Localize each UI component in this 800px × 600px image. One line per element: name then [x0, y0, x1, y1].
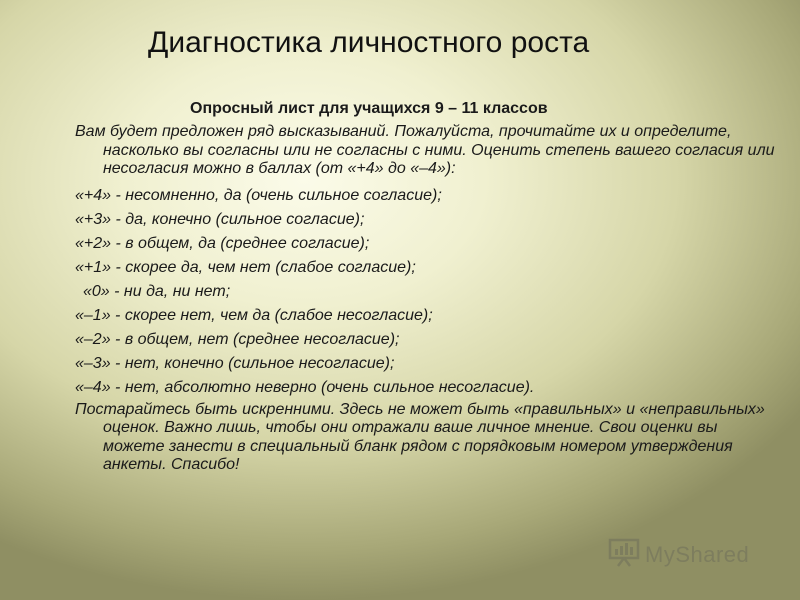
slide-body [75, 123, 775, 480]
scale-item-plus1: «+1» - скорее да, чем нет (слабое согласие); [75, 258, 416, 276]
slide-title: Диагностика личностного роста [148, 26, 590, 59]
scale-item-plus3: «+3» - да, конечно (сильное согласие); [75, 210, 365, 228]
scale-item-zero: «0» - ни да, ни нет; [83, 282, 231, 300]
scale-item-plus4: «+4» - несомненно, да (очень сильное согласие); [75, 186, 442, 204]
logo-text: MyShared [645, 541, 750, 567]
scale-item-plus2: «+2» - в общем, да (среднее согласие); [75, 234, 370, 252]
closing-paragraph: Постарайтесь быть искренними. Здесь не может быть «правильных» и «неправильных» оценок. Важно лишь, чтобы они отражали ваше личное мнение. Свои оценки вы можете занести в специальный бланк рядом с порядковым номером утверждения анкеты. Спасибо! [75, 400, 765, 473]
presentation-board-icon [608, 537, 640, 572]
scale-item-minus3: «–3» - нет, конечно (сильное несогласие); [75, 354, 395, 372]
scale-item-minus1: «–1» - скорее нет, чем да (слабое несогласие); [75, 306, 433, 324]
watermark-logo [608, 537, 749, 572]
scale-item-minus2: «–2» - в общем, нет (среднее несогласие); [75, 330, 400, 348]
intro-paragraph: Вам будет предложен ряд высказываний. Пожалуйста, прочитайте их и определите, насколько вы согласны или не согласны с ними. Оценить степень вашего согласия или несогласия можно в баллах (от «+4» до «–4»): [75, 123, 775, 177]
slide-subtitle: Опросный лист для учащихся 9 – 11 классов [190, 100, 548, 117]
scale-item-minus4: «–4» - нет, абсолютно неверно (очень сильное несогласие). [75, 378, 535, 396]
